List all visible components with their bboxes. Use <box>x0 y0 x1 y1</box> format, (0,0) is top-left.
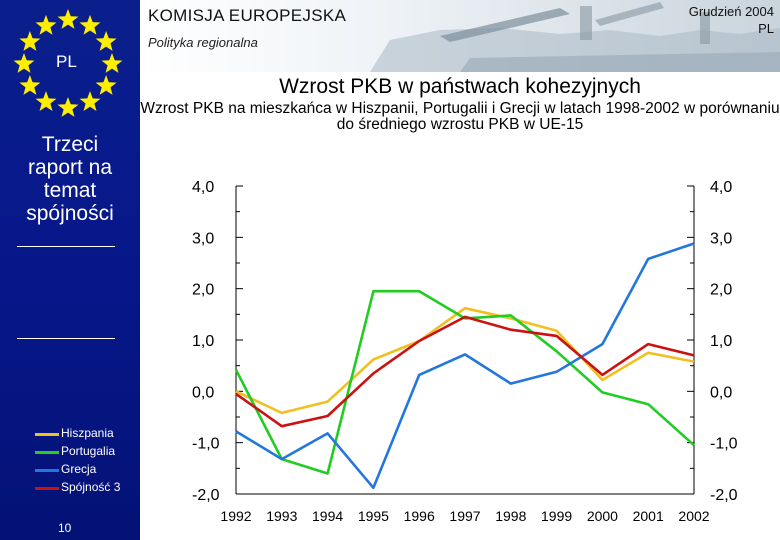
star-icon <box>58 97 79 117</box>
y-tick-label-left: 2,0 <box>192 281 215 299</box>
report-title-line: raport na <box>27 156 113 179</box>
x-tick-label: 2000 <box>586 508 618 524</box>
legend-label: Hiszpania <box>61 426 114 440</box>
legend-swatch <box>35 469 59 472</box>
x-tick-label: 2002 <box>678 508 710 524</box>
y-tick-label-left: 4,0 <box>192 179 215 196</box>
star-icon <box>102 53 123 73</box>
legend-swatch <box>35 433 59 436</box>
y-tick-label-right: 0,0 <box>710 384 733 402</box>
report-title-line: spójności <box>26 202 114 225</box>
y-tick-label-right: -1,0 <box>710 435 738 453</box>
divider <box>17 246 115 247</box>
star-icon <box>36 15 57 35</box>
report-title <box>0 133 140 225</box>
star-icon <box>58 9 79 29</box>
x-tick-label: 1992 <box>220 508 252 524</box>
x-tick-label: 1998 <box>495 508 527 524</box>
report-title-line: Trzeci <box>41 133 99 156</box>
star-icon <box>80 15 101 35</box>
language-code: PL <box>56 52 77 71</box>
x-tick-label: 1995 <box>357 508 389 524</box>
report-title-line: temat <box>43 179 97 202</box>
header-banner <box>140 0 780 72</box>
series-line-spójność-3 <box>236 317 694 426</box>
date-label: Grudzień 2004 <box>688 4 774 19</box>
organization-title: KOMISJA EUROPEJSKA <box>148 6 347 25</box>
star-icon <box>14 53 35 73</box>
legend-label: Grecja <box>61 462 97 476</box>
x-tick-label: 1993 <box>266 508 298 524</box>
slide-title: Wzrost PKB w państwach kohezyjnych <box>279 75 641 98</box>
y-tick-label-left: 3,0 <box>192 230 215 248</box>
x-tick-label: 1997 <box>449 508 481 524</box>
star-icon <box>96 75 117 95</box>
x-tick-label: 2001 <box>632 508 664 524</box>
header-subtitle: Polityka regionalna <box>148 35 258 50</box>
y-tick-label-right: -2,0 <box>710 487 738 504</box>
legend-label: Portugalia <box>61 444 116 458</box>
x-tick-label: 1994 <box>312 508 344 524</box>
star-icon <box>19 75 40 95</box>
legend-swatch <box>35 487 59 490</box>
x-tick-label: 1996 <box>403 508 435 524</box>
legend-label: Spójność 3 <box>61 480 121 494</box>
y-tick-label-right: 4,0 <box>710 179 733 196</box>
y-tick-label-left: -2,0 <box>192 487 220 504</box>
y-tick-label-right: 2,0 <box>710 281 733 299</box>
y-tick-label-left: 1,0 <box>192 333 215 350</box>
language-label: PL <box>758 21 774 36</box>
star-icon <box>96 31 117 51</box>
star-icon <box>80 91 101 111</box>
y-tick-label-right: 3,0 <box>710 230 733 248</box>
star-icon <box>19 31 40 51</box>
sidebar <box>0 0 140 540</box>
divider <box>17 338 115 339</box>
line-chart <box>140 150 780 530</box>
star-icon <box>36 91 57 111</box>
y-tick-label-left: -1,0 <box>192 435 220 453</box>
x-tick-label: 1999 <box>541 508 573 524</box>
y-tick-label-right: 1,0 <box>710 333 733 350</box>
legend-swatch <box>35 451 59 454</box>
chart-title: Wzrost PKB na mieszkańca w Hiszpanii, Portugalii i Grecji w latach 1998-2002 w porównaniu do średniego wzrostu PKB w UE-15 <box>140 100 780 133</box>
page-number: 10 <box>58 521 72 535</box>
y-tick-label-left: 0,0 <box>192 384 215 402</box>
